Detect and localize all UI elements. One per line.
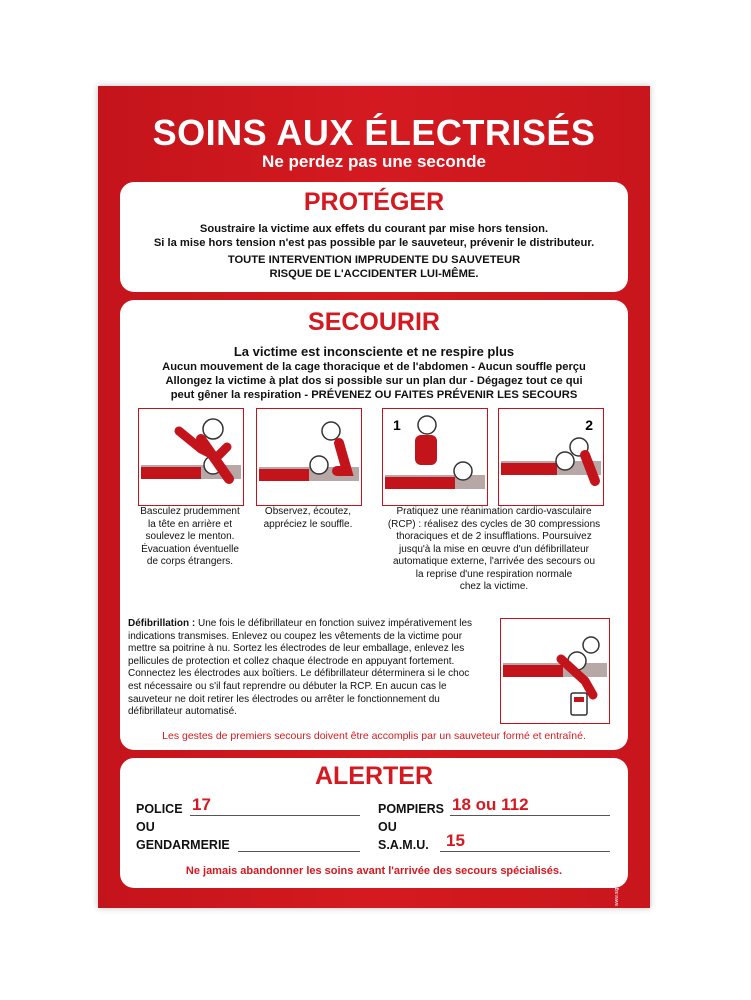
- caption-line: la reprise d'une respiration normale: [415, 568, 573, 580]
- observe-breathing-icon: [257, 409, 361, 505]
- alerter-title: ALERTER: [314, 762, 434, 790]
- gendarmerie-label: GENDARMERIE: [136, 838, 230, 852]
- caption-line: Évacuation éventuelle: [141, 543, 239, 555]
- samu-number: 15: [446, 831, 465, 850]
- proteger-text: [126, 222, 622, 281]
- pompiers-line: [450, 815, 610, 816]
- defib-line: est nécessaire ou s'il faut reprendre ou débuter la RCP. En aucun cas le: [128, 680, 447, 692]
- secourir-line: Aucun mouvement de la cage thoracique et de l'abdomen - Aucun souffle perçu: [162, 361, 586, 373]
- police-number: 17: [192, 795, 211, 814]
- proteger-title: PROTÉGER: [303, 188, 445, 216]
- alerter-panel: [120, 758, 628, 888]
- caption-line: automatique externe, l'arrivée des secours ou: [392, 556, 596, 567]
- caption-line: jusqu'à la mise en œuvre d'un défibrillateur: [398, 543, 590, 555]
- head-tilt-icon: [139, 409, 243, 505]
- ou-label-right: OU: [378, 820, 397, 834]
- police-line: [190, 815, 360, 816]
- defib-line: pellicules de protection et collez chaque électrode en appuyant fortement.: [128, 655, 455, 667]
- secourir-line: peut gêner la respiration - PRÉVENEZ OU FAITES PRÉVENIR LES SECOURS: [170, 389, 578, 401]
- caption-line: (RCP) : réalisez des cycles de 30 compressions: [387, 518, 601, 530]
- defib-line: défibrillateur automatisé.: [128, 706, 237, 718]
- proteger-line: Soustraire la victime aux effets du courant par mise hors tension.: [199, 223, 549, 235]
- illustration-head-tilt: [138, 408, 244, 506]
- police-label: POLICE: [136, 802, 183, 816]
- caption-line: Observez, écoutez,: [264, 506, 352, 517]
- caption-line: soulevez le menton.: [145, 531, 235, 542]
- illustration-defibrillator: [500, 618, 610, 724]
- gendarmerie-line: [238, 851, 360, 852]
- illustration-cpr-compressions: [382, 408, 488, 506]
- secourir-lead: La victime est inconsciente et ne respire plus: [233, 344, 515, 359]
- defib-line: Une fois le défibrillateur en fonction suivez impérativement les: [195, 618, 473, 629]
- proteger-line: RISQUE DE L'ACCIDENTER LUI-MÊME.: [269, 268, 479, 280]
- caption-line: Pratiquez une réanimation cardio-vasculaire: [396, 506, 592, 517]
- step-number-1: 1: [393, 417, 401, 433]
- illustration-cpr-insufflation: [498, 408, 604, 506]
- caption-line: chez la victime.: [459, 581, 529, 592]
- secourir-panel: [120, 300, 628, 750]
- defib-line: Connectez les électrodes aux boîtiers. Le défibrillateur déterminera si le choc: [128, 668, 470, 680]
- defib-line: sauveteur ne doit retirer les électrodes ou arrêter le fonctionnement du: [128, 693, 440, 705]
- secourir-text: [126, 344, 622, 402]
- defibrillation-text: [128, 618, 492, 719]
- caption-observe: [252, 506, 364, 531]
- samu-line: [440, 851, 610, 852]
- samu-label: S.A.M.U.: [378, 838, 429, 852]
- proteger-line: TOUTE INTERVENTION IMPRUDENTE DU SAUVETEUR: [227, 254, 521, 266]
- caption-line: Basculez prudemment: [140, 506, 240, 517]
- caption-line: thoraciques et de 2 insufflations. Poursuivez: [396, 531, 592, 542]
- poster-subtitle: Ne perdez pas une seconde: [262, 152, 486, 171]
- defib-line: mettre sa poitrine à nu. Sortez les électrodes de leur emballage, enlevez les: [128, 643, 465, 655]
- alerter-footer: Ne jamais abandonner les soins avant l'arrivée des secours spécialisés.: [185, 865, 563, 877]
- caption-line: la tête en arrière et: [148, 518, 232, 530]
- defibrillator-icon: [501, 619, 609, 723]
- illustration-observe: [256, 408, 362, 506]
- proteger-line: Si la mise hors tension n'est pas possible par le sauveteur, prévenir le distributeur.: [153, 237, 595, 249]
- caption-head-tilt: [134, 506, 246, 569]
- poster-title: SOINS AUX ÉLECTRISÉS: [152, 112, 596, 153]
- training-warning: Les gestes de premiers secours doivent être accomplis par un sauveteur formé et entraîné.: [162, 730, 586, 742]
- ou-label-left: OU: [136, 820, 155, 834]
- secourir-title: SECOURIR: [308, 308, 440, 336]
- defib-line: indications transmises. Enlevez ou coupez les vêtements de la victime pour: [128, 630, 463, 642]
- step-number-2: 2: [585, 417, 593, 433]
- poster: [98, 86, 650, 908]
- side-printer-code: www.signaletique.fr · 01 64 20 19 85: [614, 825, 620, 906]
- pompiers-number: 18 ou 112: [452, 795, 529, 814]
- caption-line: de corps étrangers.: [146, 556, 234, 567]
- defibrillation-label: Défibrillation :: [128, 618, 196, 629]
- caption-line: appréciez le souffle.: [263, 518, 353, 530]
- pompiers-label: POMPIERS: [378, 802, 444, 816]
- caption-cpr: [376, 506, 612, 594]
- proteger-panel: [120, 182, 628, 292]
- secourir-line: Allongez la victime à plat dos si possible sur un plan dur - Dégagez tout ce qui: [165, 375, 583, 387]
